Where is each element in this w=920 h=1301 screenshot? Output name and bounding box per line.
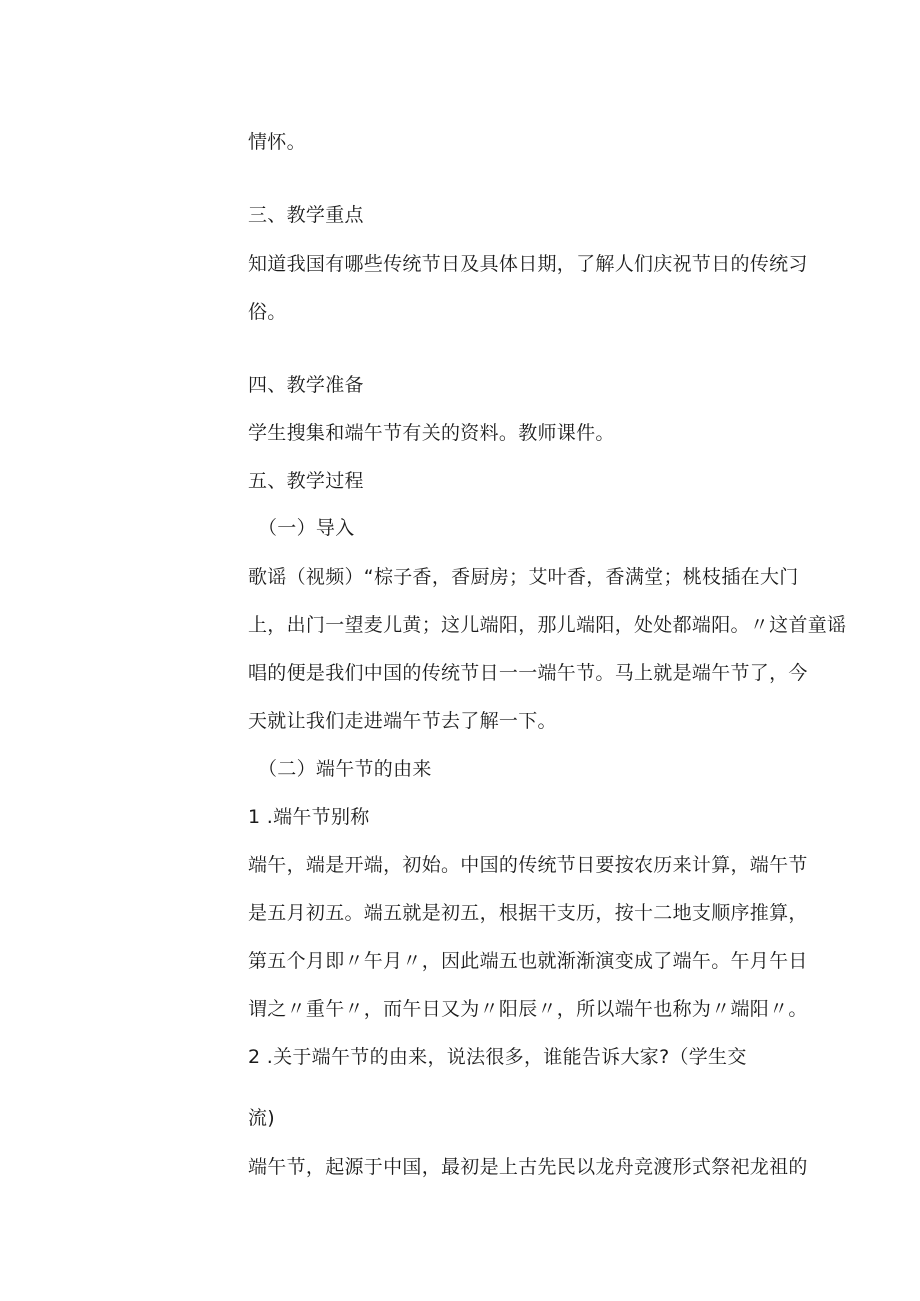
subsection-heading-origin: （二）端午节的由来: [258, 758, 432, 780]
numbered-item-heading: 1 .端午节别称: [248, 806, 370, 828]
paragraph-line: 端午节，起源于中国，最初是上古先民以龙舟竞渡形式祭祀龙祖的: [248, 1156, 808, 1178]
paragraph-line: 唱的便是我们中国的传统节日一一端午节。马上就是端午节了，今: [248, 662, 808, 684]
paragraph-line: 天就让我们走进端午节去了解一下。: [248, 710, 557, 732]
numbered-item-heading: 2 .关于端午节的由来，说法很多，谁能告诉大家?（学生交: [248, 1046, 747, 1068]
section-heading-teaching-preparation: 四、教学准备: [248, 374, 364, 396]
paragraph-line: 上，出门一望麦儿黄；这儿端阳，那儿端阳，处处都端阳。〃这首童谣: [248, 614, 847, 636]
paragraph-line: 端午，端是开端，初始。中国的传统节日要按农历来计算，端午节: [248, 854, 808, 876]
paragraph-line: 流): [248, 1107, 276, 1129]
paragraph-line: 学生搜集和端午节有关的资料。教师课件。: [248, 422, 615, 444]
paragraph-line: 俗。: [248, 301, 287, 323]
paragraph-line: 谓之〃重午〃，而午日又为〃阳辰〃，所以端午也称为〃端阳〃。: [248, 998, 808, 1020]
paragraph-line: 是五月初五。端五就是初五，根据干支历，按十二地支顺序推算，: [248, 902, 808, 924]
paragraph-line: 第五个月即〃午月〃，因此端五也就渐渐演变成了端午。午月午日: [248, 950, 808, 972]
paragraph-line: 情怀。: [248, 131, 306, 153]
paragraph-line: 歌谣（视频）“棕子香，香厨房；艾叶香，香满堂；桃枝插在大门: [248, 566, 799, 588]
subsection-heading-introduction: （一）导入: [258, 517, 355, 539]
paragraph-line: 知道我国有哪些传统节日及具体日期，了解人们庆祝节日的传统习: [248, 253, 808, 275]
section-heading-teaching-process: 五、教学过程: [248, 470, 364, 492]
section-heading-teaching-focus: 三、教学重点: [248, 204, 364, 226]
